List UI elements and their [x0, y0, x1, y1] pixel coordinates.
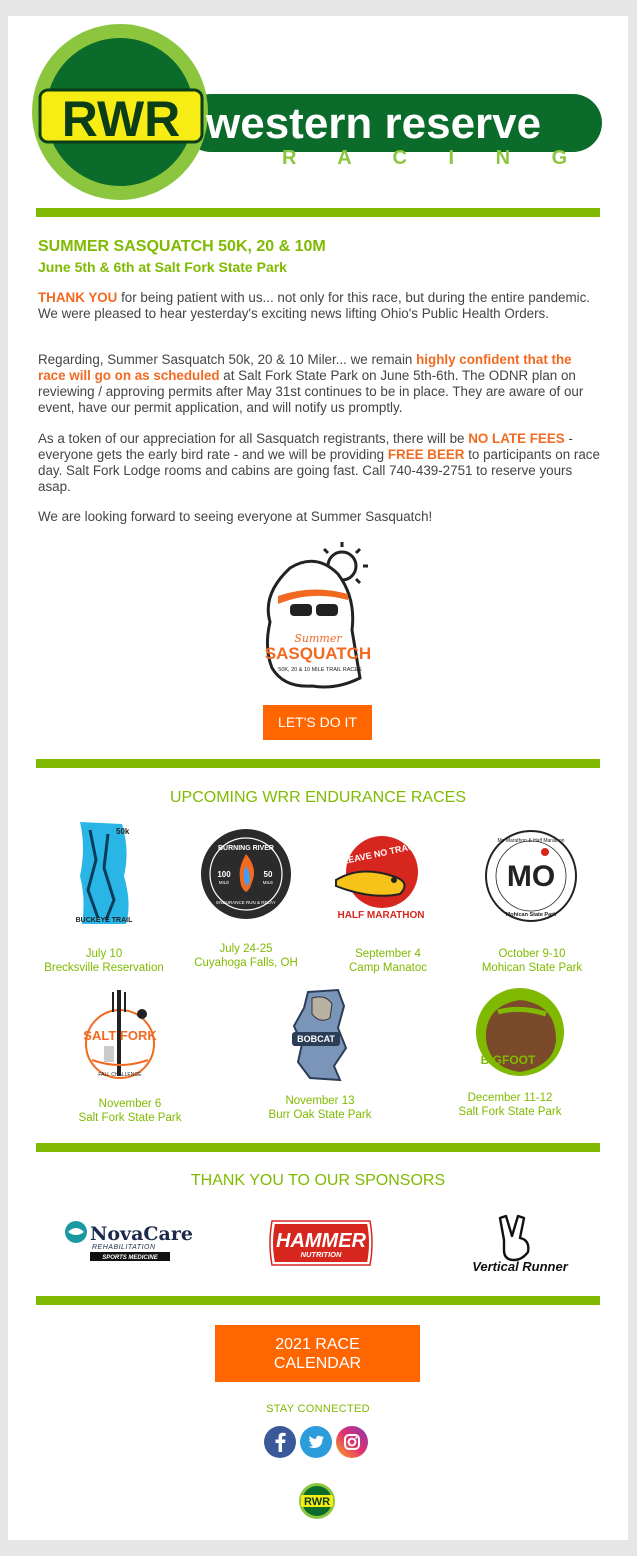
novacare-sub-text: REHABILITATION [92, 1244, 156, 1251]
paragraph-confident [38, 352, 602, 416]
hammer-name-text: HAMMER [276, 1230, 366, 1252]
leave-no-trace-graphic [332, 834, 430, 924]
paragraph-text: As a token of our appreciation for all Sasquatch registrants, there will be [38, 431, 469, 446]
bigfoot-logo[interactable] [476, 988, 566, 1078]
divider-bar [36, 759, 600, 768]
free-beer-highlight: FREE BEER [387, 447, 465, 462]
confident-highlight: highly confident that the race will go on as scheduled [38, 352, 572, 383]
sasquatch-tag-text: 50K, 20 & 10 MILE TRAIL RACES [278, 667, 362, 673]
mohican-graphic [485, 830, 577, 922]
race-calendar-line1: 2021 RACE [275, 1336, 360, 1353]
bigfoot-graphic [476, 988, 566, 1078]
bobcat-name-text: BOBCAT [297, 1034, 335, 1044]
race-location: Mohican State Park [481, 962, 583, 974]
vertical-runner-name-text: Vertical Runner [472, 1259, 568, 1274]
lets-do-it-button[interactable]: LET'S DO IT [263, 705, 372, 740]
race-date: November 13 [285, 1095, 355, 1107]
bigfoot-name-text: BIGFOOT [480, 1053, 536, 1067]
leave-no-trace-name-text: LEAVE NO TRACE [341, 839, 421, 867]
thank-you-highlight: THANK YOU [38, 290, 118, 305]
hammer-sub-text: NUTRITION [300, 1250, 342, 1259]
footer-logo-letters: RWR [303, 1496, 331, 1508]
buckeye-name-text: BUCKEYE TRAIL [75, 917, 133, 924]
logo-brand-sub: R A C I N G [282, 147, 586, 169]
race-location: Burr Oak State Park [268, 1109, 372, 1121]
hammer-graphic [268, 1219, 374, 1267]
instagram-glyph [336, 1426, 368, 1458]
paragraph-closing: We are looking forward to seeing everyone at Summer Sasquatch! [38, 509, 433, 524]
paragraph-text: - everyone gets the early bird rate - and we will be providing [38, 431, 573, 462]
vertical-runner-logo[interactable] [466, 1214, 572, 1274]
buckeye-trail-logo[interactable] [76, 820, 132, 938]
salt-fork-sub-text: FALL CHALLENGE [98, 1072, 142, 1078]
salt-fork-name-text: SALT FORK [83, 1028, 157, 1043]
mohican-mark-text: MO [506, 860, 556, 893]
burning-river-sub-text: ENDURANCE RUN & RELAY [216, 900, 276, 905]
sasquatch-name-text: SASQUATCH [264, 644, 372, 663]
bobcat-graphic [290, 988, 350, 1082]
paragraph-text: for being patient with us... not only for this race, but during the entire pandemic. We were pleased to hear yesterday's exciting news lifting Ohio's Public Health Orders. [38, 290, 591, 321]
peace-hand-icon [500, 1216, 528, 1260]
race-date: October 9-10 [498, 948, 566, 960]
wrr-logo-graphic [32, 24, 604, 200]
race-bobcat [250, 1094, 390, 1122]
burning-river-100-text: 100 [217, 870, 231, 879]
race-date: July 24-25 [219, 943, 273, 955]
race-calendar-line2: CALENDAR [273, 1355, 362, 1372]
race-date: July 10 [85, 948, 123, 960]
buckeye-trail-graphic [76, 820, 132, 938]
burning-river-logo[interactable] [200, 828, 292, 920]
race-date: December 11-12 [467, 1092, 553, 1104]
mohican-sub-text: Mohican State Park [505, 912, 557, 918]
race-location: Camp Manatoc [349, 962, 427, 974]
race-salt-fork [60, 1097, 200, 1125]
footer-wrr-logo[interactable] [298, 1482, 336, 1520]
divider-bar [36, 1296, 600, 1305]
race-date: November 6 [98, 1098, 162, 1110]
paragraph-text: to participants on race day. Salt Fork Lodge rooms and cabins are going fast. Call 740-439-2751 to reserve yours asap. [38, 447, 600, 494]
sasquatch-script-text: Summer [294, 632, 342, 645]
burning-river-50-text: 50 [263, 870, 273, 879]
race-location: Salt Fork State Park [78, 1112, 182, 1124]
burning-river-graphic [200, 828, 292, 920]
burning-river-mile-text: MILE [262, 880, 274, 885]
novacare-logo[interactable] [64, 1218, 193, 1264]
race-buckeye-trail [36, 947, 172, 975]
race-leave-no-trace [322, 947, 454, 975]
twitter-icon[interactable] [300, 1426, 332, 1458]
novacare-name-text: NovaCare [90, 1223, 193, 1245]
no-late-fees-highlight: NO LATE FEES [468, 431, 565, 446]
facebook-glyph [264, 1426, 296, 1458]
mohican-logo[interactable] [485, 830, 577, 922]
novacare-band-text: SPORTS MEDICINE [102, 1255, 158, 1261]
upcoming-races-title: UPCOMING WRR ENDURANCE RACES [169, 789, 466, 806]
wrr-header-logo[interactable] [32, 24, 604, 200]
race-bigfoot [440, 1091, 580, 1119]
race-subtitle: June 5th & 6th at Salt Fork State Park [38, 259, 287, 275]
leave-no-trace-logo[interactable] [332, 834, 430, 924]
race-mohican [466, 947, 598, 975]
paragraph-thank-you [38, 290, 602, 322]
salt-fork-logo[interactable] [84, 990, 156, 1084]
sasquatch-logo-graphic [256, 538, 380, 690]
race-location: Brecksville Reservation [44, 962, 164, 974]
race-calendar-button[interactable] [215, 1325, 420, 1382]
race-location: Salt Fork State Park [458, 1106, 562, 1118]
race-title: SUMMER SASQUATCH 50K, 20 & 10M [38, 238, 326, 255]
burning-river-name-text: BURNING RIVER [217, 845, 275, 852]
divider-bar [36, 1143, 600, 1152]
buckeye-distance-text: 50k [116, 827, 130, 836]
paragraph-text: at Salt Fork State Park on June 5th-6th. The ODNR plan on reviewing / approving permits after May 31st continues to be in place. They are aware of our event, have our permit application, and will notify us promptly. [38, 368, 584, 415]
burning-river-mile-text: MILE [218, 880, 230, 885]
logo-brand-name: western reserve [206, 99, 542, 148]
race-location: Cuyahoga Falls, OH [194, 957, 298, 969]
divider-bar [36, 208, 600, 217]
paragraph-appreciation [38, 431, 602, 495]
race-date: September 4 [355, 948, 421, 960]
logo-letters: RWR [61, 91, 181, 147]
twitter-glyph [300, 1426, 332, 1458]
leave-no-trace-sub-text: HALF MARATHON [337, 910, 425, 921]
mohican-name-text: Mo Marathon & Half Marathon [497, 838, 565, 844]
vertical-runner-graphic [466, 1214, 572, 1274]
facebook-icon[interactable] [264, 1426, 296, 1458]
novacare-graphic [64, 1218, 193, 1264]
instagram-icon[interactable] [336, 1426, 368, 1458]
race-burning-river [182, 942, 310, 970]
bobcat-logo[interactable] [290, 988, 350, 1082]
hammer-nutrition-logo[interactable] [268, 1219, 374, 1267]
email-body [8, 16, 628, 1540]
paragraph-text: Regarding, Summer Sasquatch 50k, 20 & 10 Miler... we remain [38, 352, 417, 367]
salt-fork-graphic [84, 990, 156, 1084]
footer-logo-graphic [298, 1482, 336, 1520]
summer-sasquatch-logo[interactable] [256, 538, 380, 690]
sponsors-title: THANK YOU TO OUR SPONSORS [190, 1172, 446, 1189]
stay-connected-label: STAY CONNECTED [266, 1403, 370, 1415]
